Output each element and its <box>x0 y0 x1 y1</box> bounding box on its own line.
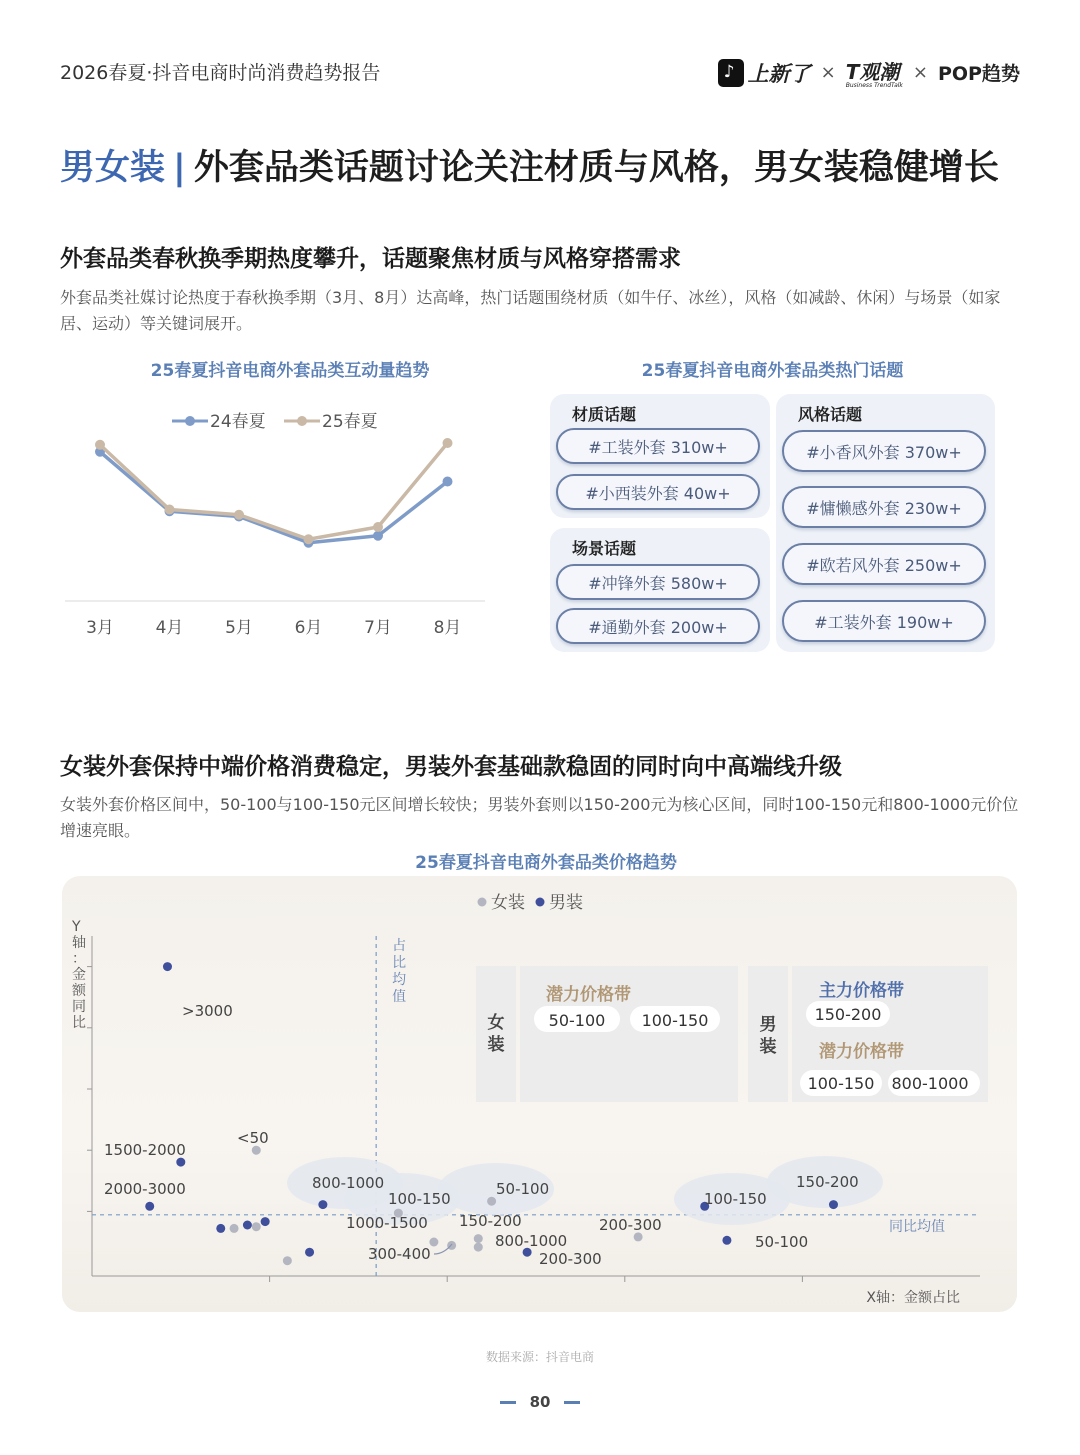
section2-description: 女装外套价格区间中，50-100与100-150元区间增长较快；男装外套则以150-200元为核心区间，同时100-150元和800-1000元价位增速亮眼。 <box>60 795 1019 840</box>
data-point <box>304 534 314 544</box>
point-label: 150-200 <box>796 1173 859 1191</box>
women-data-point <box>429 1238 438 1247</box>
y-axis-label <box>71 919 87 1031</box>
legend-dot <box>478 898 487 907</box>
title-category: 男女装 <box>60 148 166 188</box>
topic-pill: #小西装外套 40w+ <box>556 474 760 510</box>
band-chip: 50-100 <box>548 1011 606 1030</box>
data-point <box>234 510 244 520</box>
women-data-point <box>230 1224 239 1233</box>
material-topic-panel <box>550 394 770 518</box>
brand-shangxinle <box>718 58 811 88</box>
page-title <box>60 140 999 190</box>
page-dash-left <box>500 1401 516 1404</box>
legend-label: 女装 <box>491 893 525 913</box>
x-tick-label: 7月 <box>364 618 392 638</box>
x-tick-label: 4月 <box>155 618 184 638</box>
women-data-point <box>487 1197 496 1206</box>
men-box-label-char: 装 <box>759 1037 777 1057</box>
scene-topic-panel <box>550 528 770 652</box>
brand-bar <box>718 56 1020 89</box>
y-axis-label-char: 金 <box>72 967 86 983</box>
page-number <box>0 1393 1080 1411</box>
women-data-point <box>252 1146 261 1155</box>
point-label: 100-150 <box>704 1190 767 1208</box>
legend-swatch-marker <box>185 416 195 426</box>
x-axis-label: X轴：金额占比 <box>866 1290 960 1306</box>
avg-x-label-char: 均 <box>392 972 407 988</box>
section1-description: 外套品类社媒讨论热度于春秋换季期（3月、8月）达高峰，热门话题围绕材质（如牛仔、冰丝），风格（如减龄、休闲）与场景（如家居、运动）等关键词展开。 <box>60 288 1001 333</box>
legend-label: 25春夏 <box>322 412 378 432</box>
men-data-point <box>722 1236 731 1245</box>
y-axis-label-char: Y <box>72 919 81 935</box>
scatter-chart-title: 25春夏抖音电商外套品类价格趋势 <box>415 853 677 873</box>
avg-x-label-char: 占 <box>392 938 407 954</box>
data-source: 数据来源：抖音电商 <box>485 1350 594 1364</box>
scene-topic-heading: 场景话题 <box>572 539 637 558</box>
women-data-point <box>283 1256 292 1265</box>
legend-dot <box>536 898 545 907</box>
data-point <box>373 531 383 541</box>
point-label: 300-400 <box>368 1245 431 1263</box>
style-topic-heading: 风格话题 <box>798 405 863 424</box>
material-topic-heading: 材质话题 <box>572 405 637 424</box>
scatter-chart <box>62 876 1017 1312</box>
data-point <box>443 477 453 487</box>
point-label: <50 <box>237 1129 269 1147</box>
men-box-label-char: 男 <box>759 1015 777 1035</box>
point-label: 200-300 <box>539 1250 602 1268</box>
avg-x-label <box>392 937 406 1005</box>
brand1-label: 上新了 <box>747 61 811 86</box>
legend-swatch-marker <box>297 416 307 426</box>
point-label: 1000-1500 <box>346 1214 428 1232</box>
band-chip: 150-200 <box>814 1005 882 1024</box>
page-dash-right <box>564 1401 580 1404</box>
point-label: 800-1000 <box>495 1232 568 1250</box>
band-chip: 100-150 <box>807 1074 875 1093</box>
series-line <box>100 452 448 543</box>
cross-icon: × <box>912 62 928 83</box>
data-point <box>373 522 383 532</box>
women-box-label-char: 女 <box>487 1013 505 1033</box>
y-axis-label-char: 比 <box>72 1015 86 1031</box>
women-box-label-bg <box>476 966 516 1102</box>
point-label: 1500-2000 <box>104 1141 186 1159</box>
x-tick-label: 8月 <box>433 618 462 638</box>
cross-icon: × <box>820 62 836 83</box>
point-label: 50-100 <box>755 1233 809 1251</box>
style-topic-panel <box>776 394 995 652</box>
men-data-point <box>145 1202 154 1211</box>
topic-pill: #工装外套 190w+ <box>782 600 986 642</box>
men-data-point <box>318 1200 327 1209</box>
point-label: 800-1000 <box>312 1174 385 1192</box>
avg-x-label-char: 比 <box>392 955 407 971</box>
section1-heading: 外套品类春秋换季期热度攀升，话题聚焦材质与风格穿搭需求 <box>60 246 681 272</box>
men-data-point <box>829 1200 838 1209</box>
title-text: 外套品类话题讨论关注材质与风格，男女装稳健增长 <box>193 148 999 188</box>
men-data-point <box>163 962 172 971</box>
point-label: 50-100 <box>496 1180 550 1198</box>
line-chart <box>60 395 520 655</box>
y-axis-label-char: ： <box>72 951 86 967</box>
topic-pill: #欧若风外套 250w+ <box>782 543 986 585</box>
band-chip: 800-1000 <box>891 1074 969 1093</box>
data-point <box>165 505 175 515</box>
men-potential-band-title: 潜力价格带 <box>819 1042 904 1062</box>
y-axis-label-char: 同 <box>72 999 86 1015</box>
legend-label: 24春夏 <box>210 412 266 432</box>
brand2-subtitle: Business TrendTalk <box>845 82 903 89</box>
data-point <box>443 438 453 448</box>
men-data-point <box>261 1217 270 1226</box>
topic-pill: #冲锋外套 580w+ <box>556 564 760 600</box>
y-axis-label-char: 轴 <box>72 935 86 951</box>
topic-pill: #通勤外套 200w+ <box>556 608 760 644</box>
x-tick-label: 3月 <box>86 618 114 638</box>
women-data-point <box>474 1234 483 1243</box>
legend-label: 男装 <box>549 893 583 913</box>
men-data-point <box>305 1248 314 1257</box>
topic-pill: #小香风外套 370w+ <box>782 430 986 472</box>
point-label: 2000-3000 <box>104 1180 186 1198</box>
brand2-label: T观潮 <box>845 60 900 84</box>
x-tick-label: 6月 <box>294 618 323 638</box>
brand-tguanchao <box>846 56 903 89</box>
y-axis-label-char: 额 <box>72 983 86 999</box>
line-chart-title: 25春夏抖音电商外套品类互动量趋势 <box>150 361 430 381</box>
section2-heading: 女装外套保持中端价格消费稳定，男装外套基础款稳固的同时向中高端线升级 <box>60 754 842 780</box>
men-data-point <box>216 1224 225 1233</box>
x-tick-label: 5月 <box>225 618 253 638</box>
point-label: 200-300 <box>599 1216 662 1234</box>
avg-y-label: 同比均值 <box>889 1218 945 1235</box>
women-potential-band-title: 潜力价格带 <box>546 985 631 1005</box>
data-point <box>95 440 105 450</box>
topics-title: 25春夏抖音电商外套品类热门话题 <box>641 361 904 381</box>
douyin-bag-icon <box>718 59 744 87</box>
band-chip: 100-150 <box>641 1011 709 1030</box>
men-main-band-title: 主力价格带 <box>819 981 904 1001</box>
topic-pill: #工装外套 310w+ <box>556 428 760 464</box>
brand-pop: POP趋势 <box>937 63 1020 85</box>
page-number-value: 80 <box>529 1393 551 1411</box>
avg-x-label-char: 值 <box>392 989 407 1005</box>
women-box-label-char: 装 <box>487 1035 505 1055</box>
topic-pill: #慵懒感外套 230w+ <box>782 486 986 528</box>
men-data-point <box>243 1221 252 1230</box>
point-label: >3000 <box>182 1002 233 1020</box>
women-data-point <box>252 1222 261 1231</box>
report-title: 2026春夏·抖音电商时尚消费趋势报告 <box>60 62 381 84</box>
series-line <box>100 443 448 539</box>
point-label: 150-200 <box>459 1212 522 1230</box>
point-label: 100-150 <box>388 1190 451 1208</box>
title-separator: | <box>173 148 186 188</box>
women-data-point <box>474 1243 483 1252</box>
